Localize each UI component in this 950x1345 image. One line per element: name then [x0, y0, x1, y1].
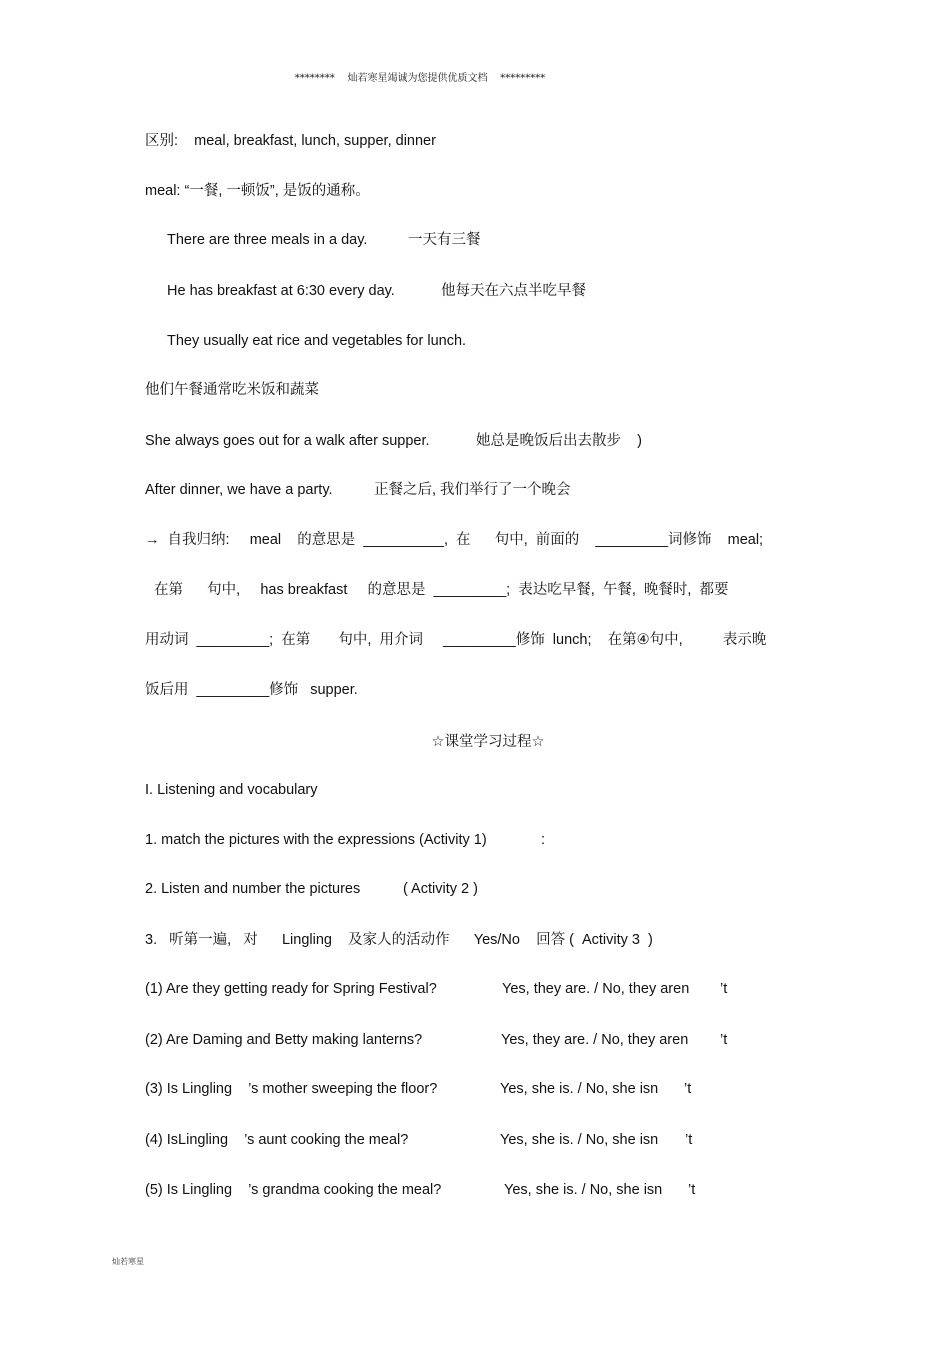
question: (3) Is Lingling ’s mother sweeping the floor?: [145, 1081, 438, 1097]
page-header: ******** 灿若寒星竭诚为您提供优质文档 *********: [294, 73, 546, 84]
task-line: 2. Listen and number the pictures: [145, 881, 361, 897]
text-line: 区别: meal, breakfast, lunch, supper, dinner: [145, 133, 436, 149]
example-zh: 一天有三餐: [408, 232, 481, 248]
answer-options: Yes, they are. / No, they aren: [502, 981, 690, 997]
summary-line: 在第 句中, has breakfast 的意思是 _________; 表达吃早餐, 午餐, 晚餐时, 都要: [154, 582, 729, 598]
answer-suffix: ’t: [684, 1081, 692, 1097]
example-en: They usually eat rice and vegetables for lunch.: [167, 333, 467, 349]
example-en: She always goes out for a walk after supper.: [145, 433, 430, 449]
text-line: meal: “一餐, 一顿饭”, 是饭的通称。: [145, 183, 370, 199]
subsection-heading: I. Listening and vocabulary: [145, 782, 318, 798]
question: (2) Are Daming and Betty making lanterns?: [145, 1032, 423, 1048]
example-zh: 他每天在六点半吃早餐: [441, 283, 586, 299]
page-footer: 灿若寒星: [112, 1257, 144, 1266]
task-line-suffix: :: [541, 832, 546, 848]
answer-options: Yes, she is. / No, she isn: [500, 1132, 659, 1148]
example-zh: 她总是晚饭后出去散步 ): [476, 433, 642, 449]
example-en: There are three meals in a day.: [167, 232, 368, 248]
example-en: He has breakfast at 6:30 every day.: [167, 283, 395, 299]
example-zh: 他们午餐通常吃米饭和蔬菜: [145, 382, 319, 398]
task-line: 3. 听第一遍, 对 Lingling 及家人的活动作 Yes/No 回答 ( Activity 3 ): [145, 932, 653, 948]
answer-suffix: ’t: [720, 981, 728, 997]
summary-line: → 自我归纳: meal 的意思是 __________, 在 句中, 前面的 _________词修饰 meal;: [145, 532, 764, 548]
task-line: 1. match the pictures with the expressions (Activity 1): [145, 832, 487, 848]
summary-line: 用动词 _________; 在第 句中, 用介词 _________修饰 lunch; 在第④句中, 表示晚: [145, 632, 767, 648]
answer-options: Yes, she is. / No, she isn: [504, 1182, 663, 1198]
question: (1) Are they getting ready for Spring Festival?: [145, 981, 437, 997]
answer-suffix: ’t: [720, 1032, 728, 1048]
task-line-suffix: ( Activity 2 ): [403, 881, 478, 897]
example-zh: 正餐之后, 我们举行了一个晚会: [374, 482, 571, 498]
example-en: After dinner, we have a party.: [145, 482, 333, 498]
section-title: ☆课堂学习过程☆: [431, 734, 545, 750]
answer-suffix: ’t: [688, 1182, 696, 1198]
summary-line: 饭后用 _________修饰 supper.: [145, 682, 358, 698]
question: (4) IsLingling ’s aunt cooking the meal?: [145, 1132, 409, 1148]
answer-options: Yes, she is. / No, she isn: [500, 1081, 659, 1097]
answer-suffix: ’t: [685, 1132, 693, 1148]
answer-options: Yes, they are. / No, they aren: [501, 1032, 689, 1048]
question: (5) Is Lingling ’s grandma cooking the meal?: [145, 1182, 442, 1198]
